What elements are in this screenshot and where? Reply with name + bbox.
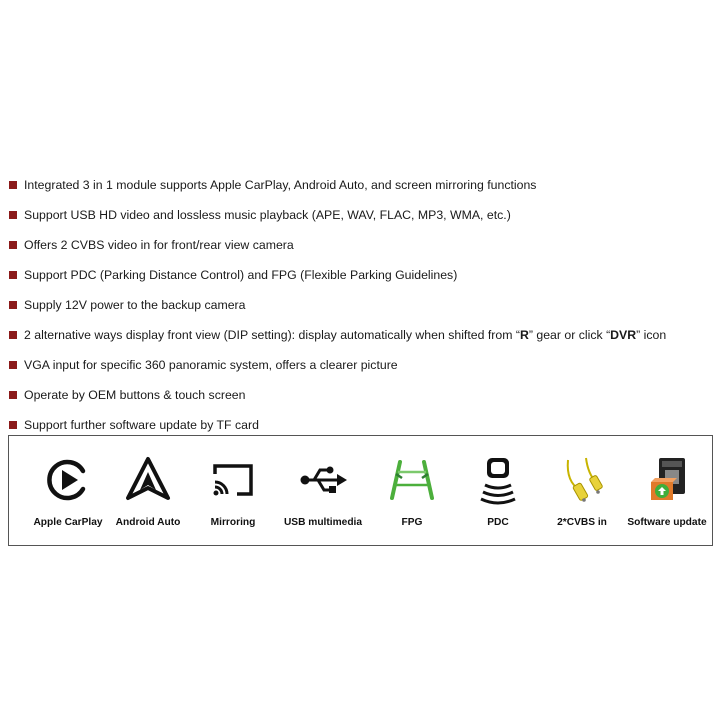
usb-item: USB multimedia	[279, 436, 367, 547]
feature-item: Operate by OEM buttons & touch screen	[9, 380, 713, 410]
feature-item: Integrated 3 in 1 module supports Apple CarPlay, Android Auto, and screen mirroring functions	[9, 170, 713, 200]
feature-item: Offers 2 CVBS video in for front/rear view camera	[9, 230, 713, 260]
feature-item: Support further software update by TF card	[9, 410, 713, 440]
feature-list	[9, 170, 713, 440]
feature-text: 2 alternative ways display front view (DIP setting): display automatically when shifted from “R” gear or click “DVR” icon	[24, 328, 667, 342]
feature-item: VGA input for specific 360 panoramic system, offers a clearer picture	[9, 350, 713, 380]
bullet-icon	[9, 181, 17, 189]
bullet-icon	[9, 421, 17, 429]
bullet-icon	[9, 361, 17, 369]
pdc-item: PDC	[454, 436, 542, 547]
feature-item: Support PDC (Parking Distance Control) and FPG (Flexible Parking Guidelines)	[9, 260, 713, 290]
mirroring-icon	[207, 454, 259, 506]
fpg-item: FPG	[368, 436, 456, 547]
usb-icon	[297, 454, 349, 506]
carplay-icon	[42, 454, 94, 506]
bullet-icon	[9, 271, 17, 279]
feature-icon-panel	[8, 435, 713, 546]
parking-guidelines-icon	[386, 454, 438, 506]
feature-item: Supply 12V power to the backup camera	[9, 290, 713, 320]
sd-card-update-icon	[641, 454, 693, 506]
bullet-icon	[9, 211, 17, 219]
bullet-icon	[9, 301, 17, 309]
bullet-icon	[9, 241, 17, 249]
feature-item	[9, 320, 713, 350]
bullet-icon	[9, 391, 17, 399]
bullet-icon	[9, 331, 17, 339]
software-update-item: Software update	[623, 436, 711, 547]
feature-item: Support USB HD video and lossless music playback (APE, WAV, FLAC, MP3, WMA, etc.)	[9, 200, 713, 230]
mirroring-item: Mirroring	[189, 436, 277, 547]
cvbs-item: 2*CVBS in	[538, 436, 626, 547]
android-auto-item: Android Auto	[104, 436, 192, 547]
android-auto-icon	[122, 454, 174, 506]
cvbs-cable-icon	[556, 454, 608, 506]
carplay-item: Apple CarPlay	[24, 436, 112, 547]
parking-sensor-icon	[472, 454, 524, 506]
